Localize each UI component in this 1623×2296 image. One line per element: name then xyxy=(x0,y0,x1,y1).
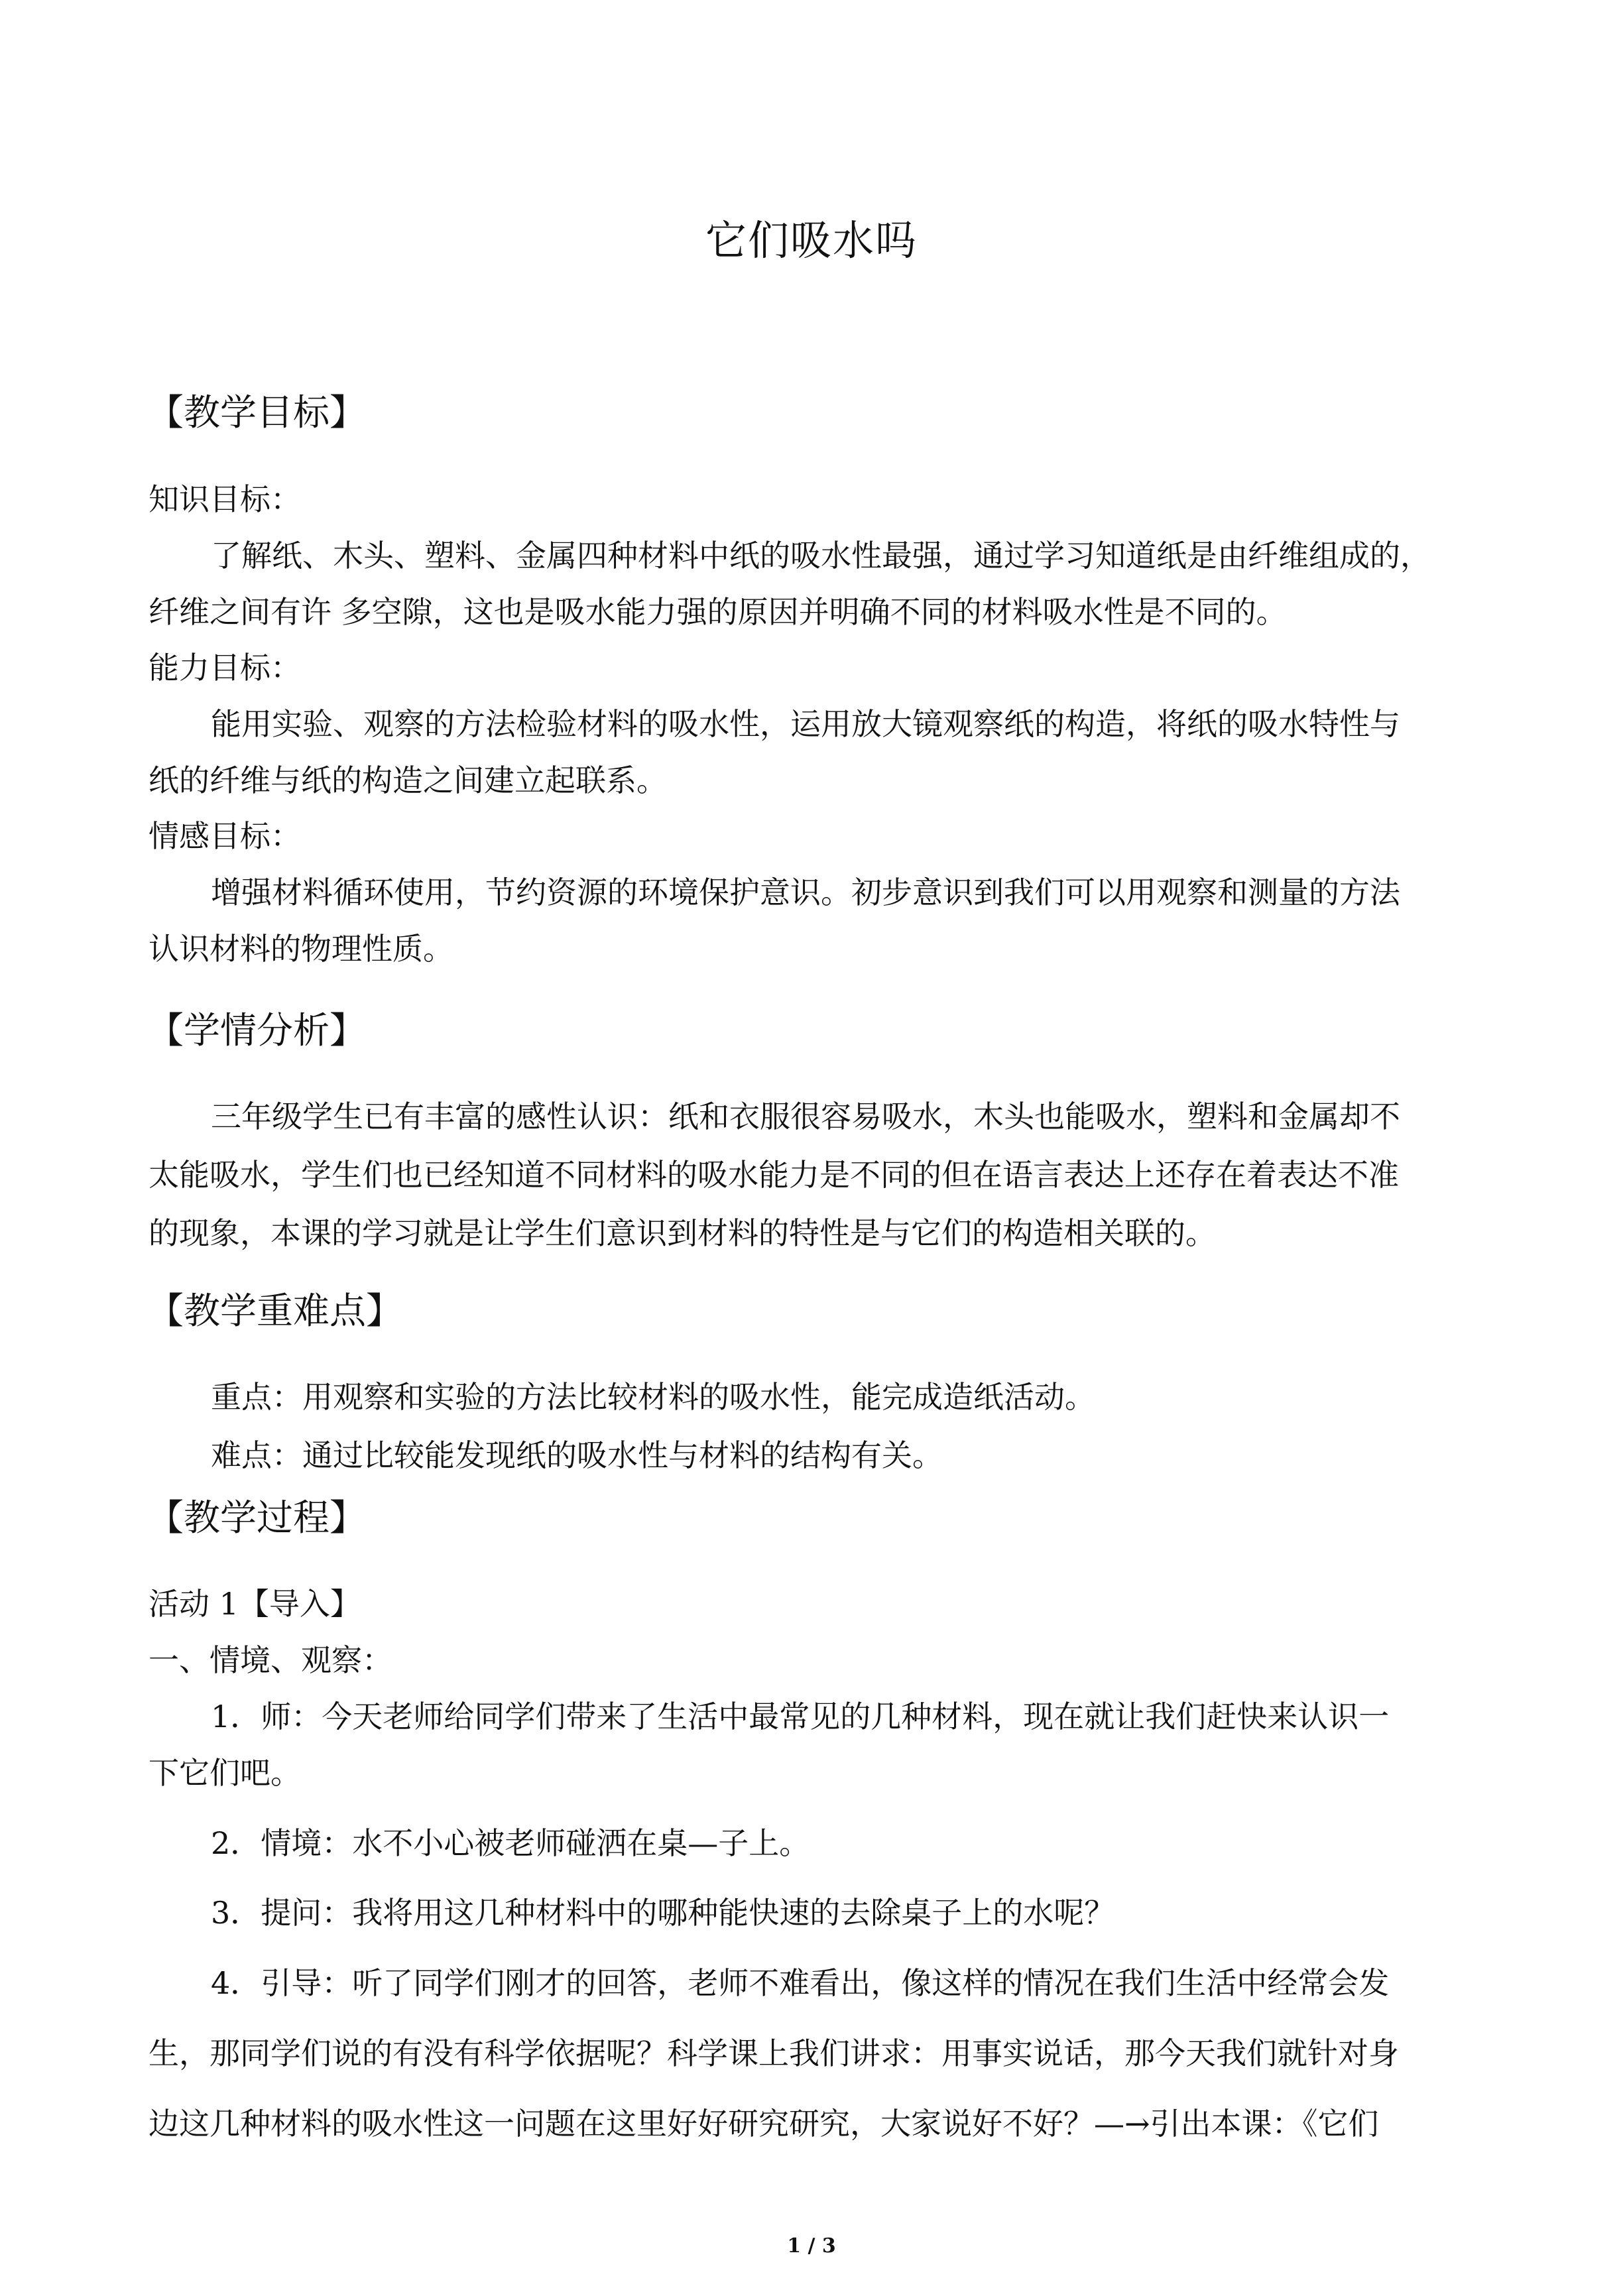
process-item-2: 2．情境：水不小心被老师碰洒在桌—子上。 xyxy=(211,1825,810,1861)
process-item-1-line1: 1．师：今天老师给同学们带来了生活中最常见的几种材料，现在就让我们赶快来认识一 xyxy=(211,1699,1390,1734)
activity-label: 活动 1【导入】 xyxy=(149,1586,361,1622)
analysis-text-line3: 的现象，本课的学习就是让学生们意识到材料的特性是与它们的构造相关联的。 xyxy=(149,1215,1216,1251)
process-item-4-line1: 4．引导：听了同学们刚才的回答，老师不难看出，像这样的情况在我们生活中经常会发 xyxy=(211,1965,1390,2001)
process-item-3: 3．提问：我将用这几种材料中的哪种能快速的去除桌子上的水呢？ xyxy=(211,1895,1115,1931)
process-item-4-line3: 边这几种材料的吸水性这一问题在这里好好研究研究，大家说好不好？—→引出本课：《它们 xyxy=(149,2106,1379,2142)
ability-objective-text-line2: 纸的纤维与纸的构造之间建立起联系。 xyxy=(149,762,667,798)
analysis-text-line2: 太能吸水，学生们也已经知道不同材料的吸水能力是不同的但在语言表达上还存在着表达不准 xyxy=(149,1157,1399,1193)
section-heading-process: 【教学过程】 xyxy=(147,1496,367,1539)
analysis-text-line1: 三年级学生已有丰富的感性认识：纸和衣服很容易吸水，木头也能吸水，塑料和金属却不 xyxy=(211,1099,1400,1134)
section-heading-objectives: 【教学目标】 xyxy=(147,391,367,434)
page-number: 1 / 3 xyxy=(787,2234,836,2258)
ability-objective-label: 能力目标： xyxy=(149,650,301,686)
knowledge-objective-text-line2: 纤维之间有许 多空隙，这也是吸水能力强的原因并明确不同的材料吸水性是不同的。 xyxy=(149,594,1287,630)
section-heading-key-points: 【教学重难点】 xyxy=(147,1290,403,1332)
knowledge-objective-label: 知识目标： xyxy=(149,481,301,517)
key-point-text: 重点：用观察和实验的方法比较材料的吸水性，能完成造纸活动。 xyxy=(211,1379,1095,1415)
emotion-objective-text-line2: 认识材料的物理性质。 xyxy=(149,931,453,967)
section-heading-analysis: 【学情分析】 xyxy=(147,1009,367,1052)
emotion-objective-text-line1: 增强材料循环使用，节约资源的环境保护意识。初步意识到我们可以用观察和测量的方法 xyxy=(211,875,1400,910)
process-item-1-line2: 下它们吧。 xyxy=(149,1755,301,1791)
emotion-objective-label: 情感目标： xyxy=(149,818,301,854)
difficulty-text: 难点：通过比较能发现纸的吸水性与材料的结构有关。 xyxy=(211,1437,943,1473)
ability-objective-text-line1: 能用实验、观察的方法检验材料的吸水性，运用放大镜观察纸的构造，将纸的吸水特性与 xyxy=(211,706,1400,742)
process-item-4-line2: 生，那同学们说的有没有科学依据呢？科学课上我们讲求：用事实说话，那今天我们就针对身 xyxy=(149,2035,1399,2071)
knowledge-objective-text-line1: 了解纸、木头、塑料、金属四种材料中纸的吸水性最强，通过学习知道纸是由纤维组成的， xyxy=(211,538,1431,574)
document-title: 它们吸水吗 xyxy=(705,216,918,265)
step-title: 一、情境、观察： xyxy=(149,1642,392,1678)
